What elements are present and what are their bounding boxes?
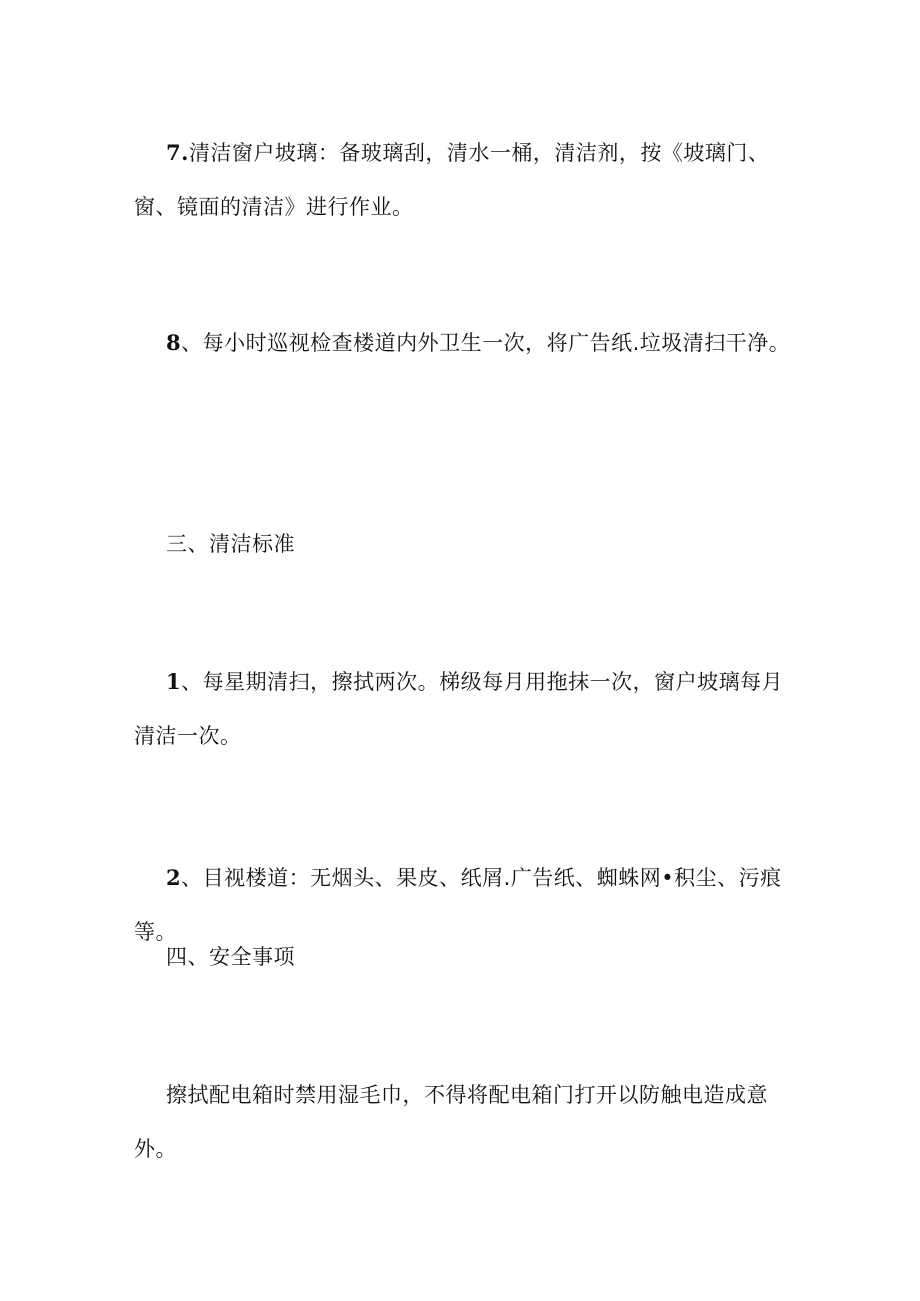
item-text: 、目视楼道：无烟头、果皮、纸屑.广告纸、蜘蛛网•积尘、污痕等。 (134, 866, 782, 944)
section-heading-safety: 四、安全事项 (166, 945, 295, 969)
safety-paragraph: 擦拭配电箱时禁用湿毛巾，不得将配电箱门打开以防触电造成意外。 (134, 1083, 768, 1161)
item-number: 8 (166, 330, 182, 355)
paragraph-item-7 (134, 126, 794, 234)
item-number: 7. (166, 140, 189, 165)
paragraph-item-8 (134, 316, 794, 370)
standard-item-1 (134, 655, 794, 763)
item-text: 、每星期清扫，擦拭两次。梯级每月用拖抹一次，窗户坡璃每月清洁一次。 (134, 670, 784, 748)
item-text: 、每小时巡视检查楼道内外卫生一次，将广告纸.垃圾清扫干净。 (181, 331, 791, 355)
item-number: 1 (166, 669, 182, 694)
item-text: 清洁窗户坡璃：备玻璃刮，清水一桶，清洁剂，按《坡璃门、窗、镜面的清洁》进行作业。 (134, 141, 770, 219)
item-number: 2 (166, 865, 182, 890)
section-heading-cleaning-standard: 三、清洁标准 (166, 532, 295, 556)
